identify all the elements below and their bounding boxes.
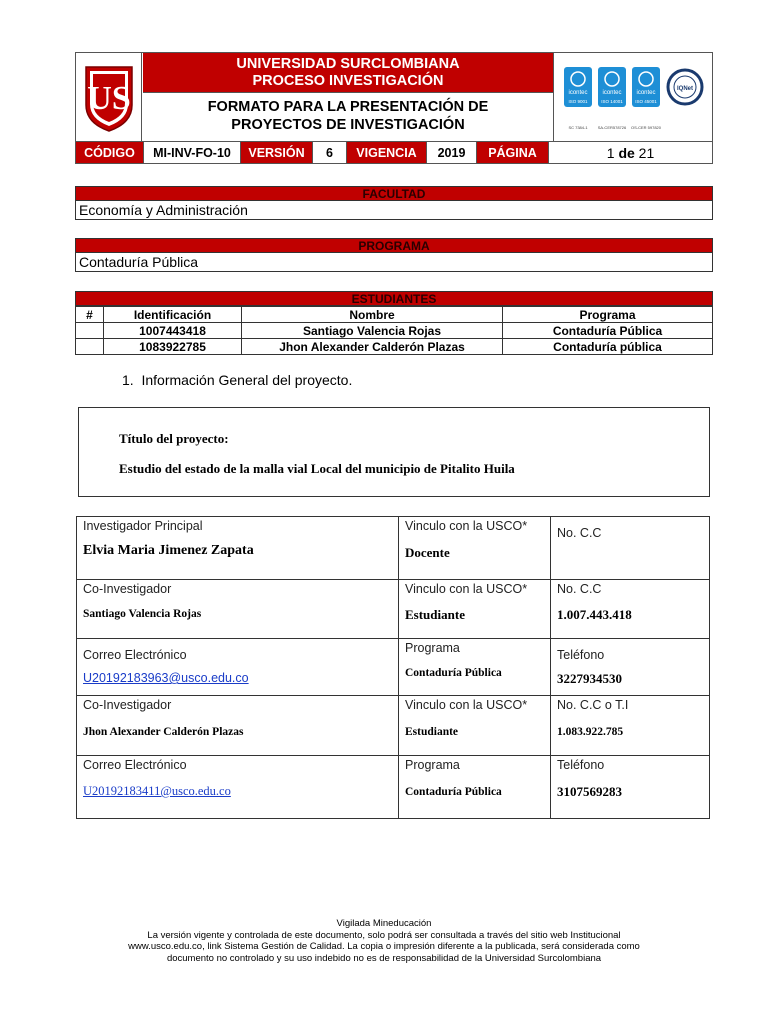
svg-text:SA-CER578726: SA-CER578726 bbox=[597, 125, 627, 130]
project-title-box bbox=[78, 407, 710, 497]
student-name: Jhon Alexander Calderón Plazas bbox=[242, 339, 503, 355]
page-current: 1 bbox=[606, 144, 615, 161]
svg-text:icontec: icontec bbox=[636, 90, 656, 96]
svg-text:icontec: icontec bbox=[602, 90, 622, 96]
col-programa: Programa bbox=[503, 307, 713, 323]
field-label: Programa bbox=[405, 641, 460, 655]
footer-line-4: documento no controlado y su uso indebido no es de responsabilidad de la Universidad Surcolombiana bbox=[166, 952, 602, 964]
co-investigator-2-name: Jhon Alexander Calderón Plazas bbox=[83, 726, 244, 738]
shield-logo-icon bbox=[82, 61, 136, 133]
process-name: PROCESO INVESTIGACIÓN bbox=[252, 73, 444, 89]
co-investigator-2-link: Estudiante bbox=[405, 726, 459, 738]
field-label: Vinculo con la USCO* bbox=[405, 582, 528, 596]
vigencia-label: VIGENCIA bbox=[347, 142, 427, 163]
svg-text:OS-CER 597820: OS-CER 597820 bbox=[630, 125, 662, 130]
field-label: Teléfono bbox=[557, 648, 605, 662]
table-row bbox=[76, 339, 713, 355]
student-name: Santiago Valencia Rojas bbox=[242, 323, 503, 339]
student-id: 1007443418 bbox=[104, 323, 242, 339]
project-title: Estudio del estado de la malla vial Local del municipio de Pitalito Huila bbox=[119, 461, 515, 476]
section-heading bbox=[122, 372, 352, 388]
col-number: # bbox=[76, 307, 104, 323]
co-investigator-1-name: Santiago Valencia Rojas bbox=[83, 608, 202, 620]
page-of: de bbox=[618, 144, 635, 161]
certification-logos bbox=[553, 53, 712, 141]
investigators-table bbox=[76, 516, 710, 819]
project-title-label: Título del proyecto: bbox=[119, 431, 229, 446]
table-row bbox=[77, 580, 710, 639]
field-label: No. C.C o T.I bbox=[557, 698, 629, 712]
col-nombre: Nombre bbox=[242, 307, 503, 323]
page-label: PÁGINA bbox=[477, 142, 549, 163]
cert-badge-14001 bbox=[598, 67, 627, 130]
student-id: 1083922785 bbox=[104, 339, 242, 355]
table-row bbox=[77, 696, 710, 756]
form-title-line-1: FORMATO PARA LA PRESENTACIÓN DE bbox=[207, 99, 489, 115]
table-row bbox=[77, 639, 710, 696]
university-name: UNIVERSIDAD SURCLOMBIANA bbox=[236, 56, 460, 72]
iqnet-badge bbox=[668, 70, 702, 104]
co-investigator-2-program: Contaduría Pública bbox=[405, 786, 502, 798]
students-table-header bbox=[76, 307, 713, 323]
programa-value: Contaduría Pública bbox=[75, 253, 713, 272]
field-label: Investigador Principal bbox=[83, 519, 203, 533]
section-number: 1. bbox=[122, 372, 134, 388]
svg-text:ISO 9001: ISO 9001 bbox=[568, 99, 588, 104]
field-label: Correo Electrónico bbox=[83, 648, 187, 662]
footer-line-2: La versión vigente y controlada de este documento, solo podrá ser consultada a través del sitio web Institucional bbox=[147, 929, 621, 941]
co-investigator-2-phone: 3107569283 bbox=[557, 784, 622, 799]
co-investigator-1-phone: 3227934530 bbox=[557, 671, 622, 686]
svg-text:ISO 45001: ISO 45001 bbox=[635, 99, 657, 104]
co-investigator-1-id: 1.007.443.418 bbox=[557, 607, 632, 622]
university-logo bbox=[76, 53, 142, 141]
co-investigator-1-program: Contaduría Pública bbox=[405, 667, 502, 679]
field-label: Co-Investigador bbox=[83, 582, 172, 596]
student-program: Contaduría pública bbox=[503, 339, 713, 355]
co-investigator-2-id: 1.083.922.785 bbox=[557, 726, 624, 738]
cert-badge-45001 bbox=[631, 67, 662, 130]
footer-line-3: www.usco.edu.co, link Sistema Gestión de Calidad. La copia o impresión diferente a la publicada, será considerada como bbox=[128, 941, 640, 952]
field-label: Correo Electrónico bbox=[83, 758, 187, 772]
estudiantes-header: ESTUDIANTES bbox=[75, 291, 713, 306]
svg-text:IQNet: IQNet bbox=[676, 86, 694, 92]
principal-investigator-name: Elvia Maria Jimenez Zapata bbox=[83, 543, 254, 558]
cert-badge-9001 bbox=[564, 67, 592, 130]
table-row bbox=[77, 756, 710, 819]
facultad-header: FACULTAD bbox=[75, 186, 713, 201]
co-investigator-1-link: Estudiante bbox=[405, 607, 465, 622]
student-program: Contaduría Pública bbox=[503, 323, 713, 339]
university-banner bbox=[143, 53, 553, 92]
table-row bbox=[76, 323, 713, 339]
document-footer bbox=[100, 918, 668, 964]
field-label: Co-Investigador bbox=[83, 698, 172, 712]
version-label: VERSIÓN bbox=[241, 142, 313, 163]
col-identificacion: Identificación bbox=[104, 307, 242, 323]
page-total: 21 bbox=[638, 144, 655, 161]
field-label: No. C.C bbox=[557, 582, 602, 596]
field-label: Vinculo con la USCO* bbox=[405, 519, 528, 533]
svg-text:US: US bbox=[86, 80, 131, 117]
co-investigator-1-email-link[interactable]: U20192183963@usco.edu.co bbox=[83, 671, 249, 685]
footer-line-1: Vigilada Mineducación bbox=[336, 918, 432, 929]
code-value: MI-INV-FO-10 bbox=[144, 142, 241, 163]
principal-investigator-link: Docente bbox=[405, 545, 450, 560]
programa-header: PROGRAMA bbox=[75, 238, 713, 253]
icontec-cert-icon bbox=[554, 53, 713, 141]
co-investigator-2-email-link[interactable]: U20192183411@usco.edu.co bbox=[83, 784, 231, 798]
code-label: CÓDIGO bbox=[76, 142, 144, 163]
svg-text:icontec: icontec bbox=[568, 90, 588, 96]
svg-text:ISO 14001: ISO 14001 bbox=[601, 99, 623, 104]
form-title-line-2: PROYECTOS DE INVESTIGACIÓN bbox=[231, 117, 465, 133]
section-title: Información General del proyecto. bbox=[141, 372, 353, 388]
facultad-value: Economía y Administración bbox=[75, 201, 713, 220]
field-label: No. C.C bbox=[557, 526, 602, 540]
field-label: Vinculo con la USCO* bbox=[405, 698, 528, 712]
svg-text:SC 7384-1: SC 7384-1 bbox=[568, 125, 588, 130]
field-label: Programa bbox=[405, 758, 460, 772]
vigencia-value: 2019 bbox=[427, 142, 477, 163]
page-indicator bbox=[549, 142, 712, 163]
student-number bbox=[76, 339, 104, 355]
document-code-bar bbox=[76, 141, 712, 163]
student-number bbox=[76, 323, 104, 339]
field-label: Teléfono bbox=[557, 758, 605, 772]
form-title bbox=[143, 92, 553, 141]
version-value: 6 bbox=[313, 142, 347, 163]
students-table bbox=[75, 306, 713, 355]
table-row bbox=[77, 517, 710, 580]
